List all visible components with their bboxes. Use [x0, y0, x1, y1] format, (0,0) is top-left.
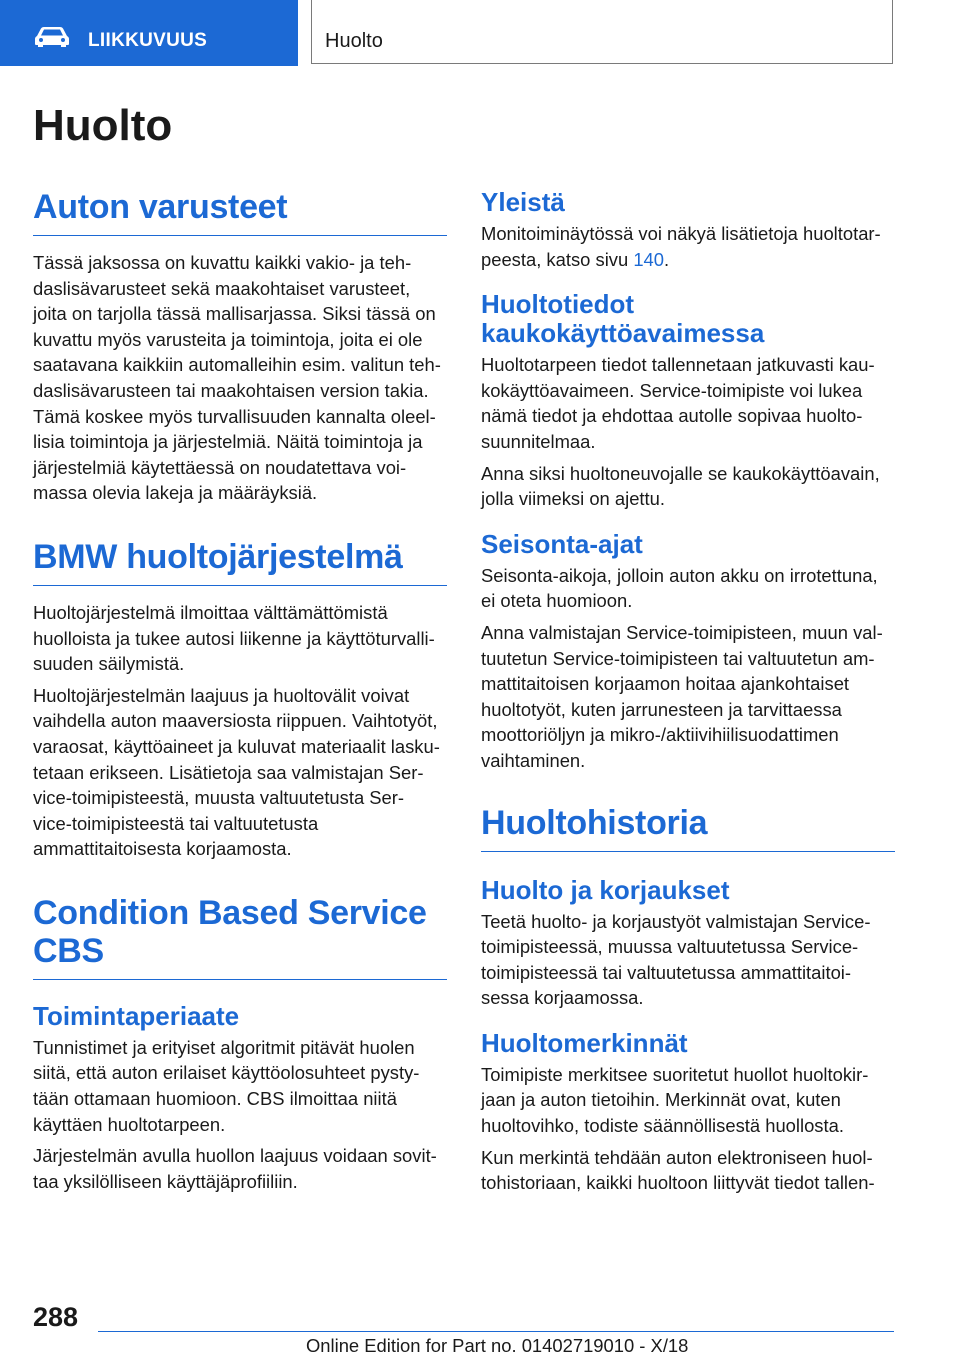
footer-divider [98, 1331, 894, 1332]
paragraph-auton-varusteet: Tässä jaksossa on kuvattu kaikki vakio- ja teh- daslisävarusteet sekä maakohtaiset varusteet, joita on tarjolla tässä mallisarjassa. Siksi tässä on kuvattu myös varusteita ja toimintoja, joita ei ole saatavana kaikkiin automalleihin esim. valitun teh- daslisävarusteen tai maakohtaisen version takia. Tämä koskee myös turvallisuuden kannalta oleel- lisia toimintoja ja järjestelmiä. Näitä toimintoja ja järjestelmiä käytettäessä on noudatettava voi- massa olevia lakeja ja määräyksiä. [33, 252, 441, 504]
car-icon [34, 26, 70, 48]
header-box [311, 0, 893, 64]
paragraph-toimintaperiaate-1: Tunnistimet ja erityiset algoritmit pitävät huolen siitä, että auton erilaiset käyttöolosuhteet pysty- tään ottamaan huomioon. CBS ilmoittaa niitä käyttäen huoltotarpeen. [33, 1036, 420, 1135]
left-column [33, 188, 447, 1194]
paragraph-huoltomerkinnat-1: Toimipiste merkitsee suoritetut huollot huoltokir- jaan ja auton tietoihin. Merkinnät ovat, kuten huoltovihko, todiste säännöllisestä huollosta. [481, 1063, 869, 1137]
paragraph-huolto-ja-korjaukset: Teetä huolto- ja korjaustyöt valmistajan Service- toimipisteessä, muussa valtuutetussa Service- toimipisteessä tai valtuutetussa ammattitaitoi- sessa korjaamossa. [481, 910, 871, 1009]
heading-huolto-ja-korjaukset: Huolto ja korjaukset [481, 874, 730, 905]
paragraph-toimintaperiaate-2: Järjestelmän avulla huollon laajuus voidaan sovit- taa yksilölliseen käyttäjäprofiiliin. [33, 1145, 437, 1192]
paragraph-seisonta-ajat-1: Seisonta-aikoja, jolloin auton akku on irrotettuna, ei oteta huomioon. [481, 564, 878, 612]
paragraph-seisonta-ajat-2: Anna valmistajan Service-toimipisteen, muun val- tuutetun Service-toimipisteen tai valtuutetun am- mattitaitoisen korjaamon hoitaa ajankohtaiset huoltotyöt, kuten jarrunesteen ja tarvittaessa moottoriöljyn ja mikro-/aktiivihiilisuodattimen vaihtaminen. [481, 621, 883, 771]
heading-auton-varusteet: Auton varusteet [33, 188, 447, 236]
right-column [481, 188, 895, 1196]
section-tab [0, 0, 298, 66]
heading-toimintaperiaate: Toimintaperiaate [33, 1000, 240, 1031]
edition-note: Online Edition for Part no. 01402719010 - X/18 [306, 1335, 689, 1356]
page-number: 288 [33, 1302, 79, 1332]
heading-cbs: Condition Based Service CBS [33, 894, 447, 980]
header-page-name: Huolto [325, 30, 383, 52]
paragraph-huoltojarjestelma-1: Huoltojärjestelmä ilmoittaa välttämättömistä huolloista ja tukee autosi liikenne ja käyttöturvalli- suuden säilymistä. [33, 601, 435, 675]
section-label: LIIKKUVUUS [88, 30, 208, 51]
heading-seisonta-ajat: Seisonta-ajat [481, 528, 643, 559]
paragraph-huoltotiedot-2: Anna siksi huoltoneuvojalle se kaukokäyttöavain, jolla viimeksi on ajettu. [481, 462, 880, 510]
heading-huoltomerkinnat: Huoltomerkinnät [481, 1027, 688, 1058]
paragraph-huoltotiedot-1: Huoltotarpeen tiedot tallennetaan jatkuvasti kau- kokäyttöavaimeen. Service-toimipiste voi lukea nämä tiedot ja ehdottaa autolle sopivaa huolto- suunnitelmaa. [481, 354, 875, 452]
heading-huoltohistoria: Huoltohistoria [481, 804, 895, 852]
heading-huoltotiedot: Huoltotiedot kaukokäyttöavaimessa [481, 289, 765, 349]
paragraph-yleista: Monitoiminäytössä voi näkyä lisätietoja huoltotar- peesta, katso sivu 140. [481, 223, 881, 270]
heading-yleista: Yleistä [481, 187, 565, 217]
paragraph-huoltomerkinnat-2: Kun merkintä tehdään auton elektroniseen huol- tohistoriaan, kaikki huoltoon liittyvät tiedot tallen- [481, 1146, 875, 1194]
paragraph-huoltojarjestelma-2: Huoltojärjestelmän laajuus ja huoltovälit voivat vaihdella auton maaversiosta riippuen. Vaihtotyöt, varaosat, käyttöaineet ja kuluvat materiaalit lasku- tetaan erikseen. Lisätietoja saa valmistajan Ser- vice-toimipisteestä, muusta valtuutetusta Ser- vice-toimipisteestä tai valtuutetusta ammattitaitoisesta korjaamosta. [33, 684, 440, 860]
page-title: Huolto [33, 101, 173, 150]
heading-bmw-huoltojarjestelma: BMW huoltojärjestelmä [33, 538, 447, 586]
page-reference-link[interactable]: 140 [633, 248, 665, 270]
